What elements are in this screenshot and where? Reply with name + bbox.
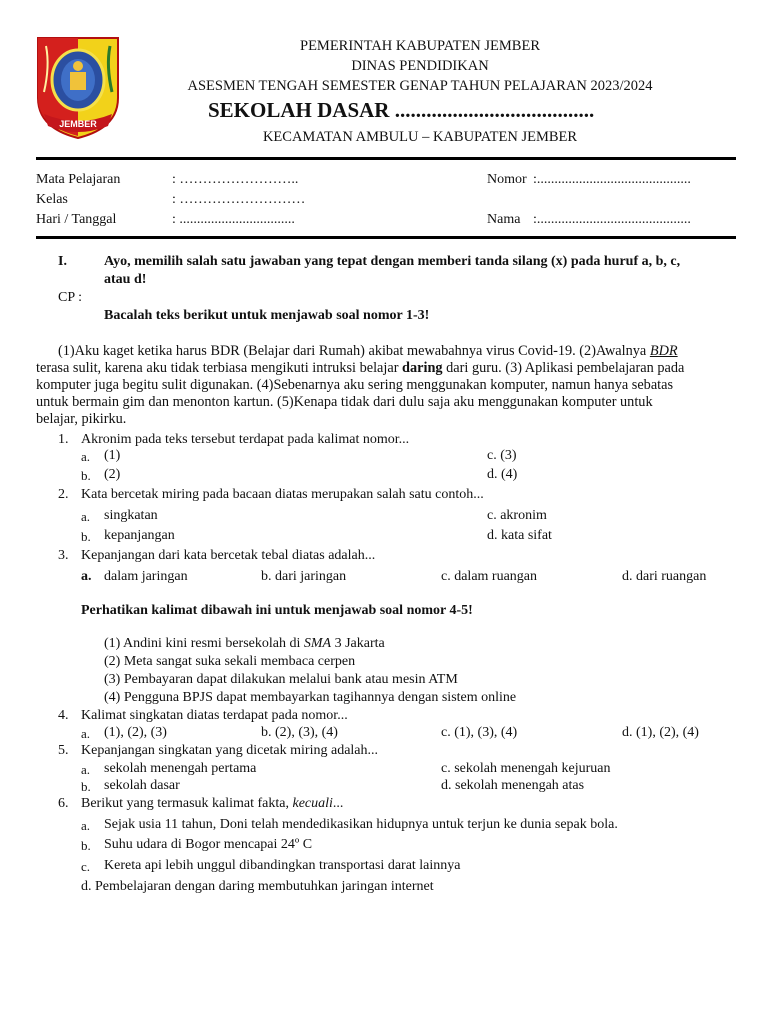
option-d[interactable]: d. Pembelajaran dengan daring membutuhkan jaringan internet [81, 879, 434, 894]
header-school: SEKOLAH DASAR ...................................... [208, 98, 595, 122]
section-number: I. [58, 254, 67, 269]
option-b[interactable]: Suhu udara di Bogor mencapai 24º C [104, 837, 313, 852]
instruction-line-2: atau d! [104, 272, 147, 287]
option-a[interactable]: sekolah menengah pertama [104, 761, 257, 776]
option-a[interactable]: singkatan [104, 508, 158, 523]
passage-line: terasa sulit, karena aku tidak terbiasa mengikuti intruksi belajar daring dari guru. (3) Aplikasi pembelajaran pada [36, 360, 685, 376]
option-c[interactable]: c. akronim [487, 508, 547, 523]
option-a[interactable]: dalam jaringan [104, 569, 188, 584]
passage-line: (1)Aku kaget ketika harus BDR (Belajar dari Rumah) akibat mewabahnya virus Covid-19. (2)Awalnya BDR [58, 343, 678, 359]
header-assessment: ASESMEN TENGAH SEMESTER GENAP TAHUN PELAJARAN 2023/2024 [187, 78, 653, 94]
sentence-item: (2) Meta sangat suka sekali membaca cerpen [104, 654, 356, 669]
question-text: Kepanjangan dari kata bercetak tebal diatas adalah... [81, 548, 376, 563]
option-a[interactable]: Sejak usia 11 tahun, Doni telah mendedikasikan hidupnya untuk terjun ke dunia sepak bola. [104, 817, 618, 832]
option-d[interactable]: d. (1), (2), (4) [622, 725, 699, 740]
emblem-text: JEMBER [59, 119, 97, 129]
regency-emblem [36, 36, 120, 140]
passage-line: untuk bermain gim dan menonton kartun. (5)Kenapa tidak dari dulu saja aku menggunakan komputer untuk [36, 394, 653, 410]
header-government: PEMERINTAH KABUPATEN JEMBER [300, 38, 540, 54]
option-a[interactable]: (1) [104, 448, 121, 463]
option-c[interactable]: c. (3) [487, 448, 517, 463]
sentence-item: (4) Pengguna BPJS dapat membayarkan tagihannya dengan sistem online [104, 690, 517, 705]
header-divider-bottom [36, 236, 736, 239]
date-label: Hari / Tanggal [36, 212, 117, 227]
option-c[interactable]: c. dalam ruangan [441, 569, 538, 584]
header-agency: DINAS PENDIDIKAN [351, 58, 489, 74]
number-label: Nomor [487, 172, 527, 187]
question-text: Kata bercetak miring pada bacaan diatas merupakan salah satu contoh... [81, 487, 484, 502]
option-letter: a. [81, 726, 91, 741]
option-c[interactable]: c. sekolah menengah kejuruan [441, 761, 611, 776]
option-letter: c. [81, 859, 91, 874]
option-letter: a. [81, 762, 91, 777]
passage-italic-bdr: BDR [649, 343, 678, 359]
option-b[interactable]: sekolah dasar [104, 778, 180, 793]
option-letter: a. [81, 449, 91, 464]
option-letter: a. [81, 569, 92, 584]
option-letter: a. [81, 509, 91, 524]
passage-line: belajar, pikirku. [36, 411, 127, 427]
question-number: 6. [58, 796, 69, 811]
option-c[interactable]: Kereta api lebih unggul dibandingkan transportasi darat lainnya [104, 858, 461, 873]
question-number: 3. [58, 548, 69, 563]
option-d[interactable]: d. sekolah menengah atas [441, 778, 585, 793]
question-number: 5. [58, 743, 69, 758]
question-text: Berikut yang termasuk kalimat fakta, kecuali... [81, 796, 344, 811]
question-number: 1. [58, 432, 69, 447]
cp-label: CP : [58, 290, 82, 305]
name-label: Nama [487, 212, 521, 227]
reading-instruction: Bacalah teks berikut untuk menjawab soal nomor 1-3! [104, 308, 430, 323]
option-d[interactable]: d. kata sifat [487, 528, 552, 543]
option-letter: b. [81, 529, 91, 544]
question-italic-kecuali: kecuali [292, 796, 333, 811]
option-b[interactable]: kepanjangan [104, 528, 175, 543]
sentence-item: (1) Andini kini resmi bersekolah di SMA 3 Jakarta [104, 636, 385, 651]
instruction-line-1: Ayo, memilih salah satu jawaban yang tepat dengan memberi tanda silang (x) pada huruf a, b, c, [104, 254, 681, 269]
sentence-item: (3) Pembayaran dapat dilakukan melalui bank atau mesin ATM [104, 672, 458, 687]
option-letter: b. [81, 468, 91, 483]
option-a[interactable]: (1), (2), (3) [104, 725, 167, 740]
option-letter: a. [81, 818, 91, 833]
option-d[interactable]: d. dari ruangan [622, 569, 707, 584]
option-d[interactable]: d. (4) [487, 467, 518, 482]
option-b[interactable]: b. (2), (3), (4) [261, 725, 338, 740]
date-field[interactable]: : ................................. [172, 212, 295, 227]
notice-instruction: Perhatikan kalimat dibawah ini untuk menjawab soal nomor 4-5! [81, 603, 473, 618]
header-district: KECAMATAN AMBULU – KABUPATEN JEMBER [262, 129, 578, 145]
subject-field[interactable]: : …………………….. [172, 172, 299, 187]
name-field[interactable]: :............................................ [533, 212, 691, 227]
question-text: Kepanjangan singkatan yang dicetak miring adalah... [81, 743, 379, 758]
option-b[interactable]: (2) [104, 467, 121, 482]
question-number: 4. [58, 708, 69, 723]
class-label: Kelas [36, 192, 68, 207]
number-field[interactable]: :............................................ [533, 172, 691, 187]
question-text: Kalimat singkatan diatas terdapat pada nomor... [81, 708, 348, 723]
option-letter: b. [81, 838, 91, 853]
passage-bold-daring: daring [402, 360, 443, 376]
header-divider-top [36, 157, 736, 160]
passage-line: komputer juga begitu sulit digunakan. (4)Sebenarnya aku sering menggunakan komputer, namun hanya sebatas [36, 377, 674, 393]
sentence-italic-sma: SMA [303, 636, 332, 651]
option-c[interactable]: c. (1), (3), (4) [441, 725, 518, 740]
question-text: Akronim pada teks tersebut terdapat pada kalimat nomor... [81, 432, 410, 447]
option-b[interactable]: b. dari jaringan [261, 569, 347, 584]
subject-label: Mata Pelajaran [36, 172, 121, 187]
class-field[interactable]: : ……………………… [172, 192, 306, 207]
option-letter: b. [81, 779, 91, 794]
question-number: 2. [58, 487, 69, 502]
